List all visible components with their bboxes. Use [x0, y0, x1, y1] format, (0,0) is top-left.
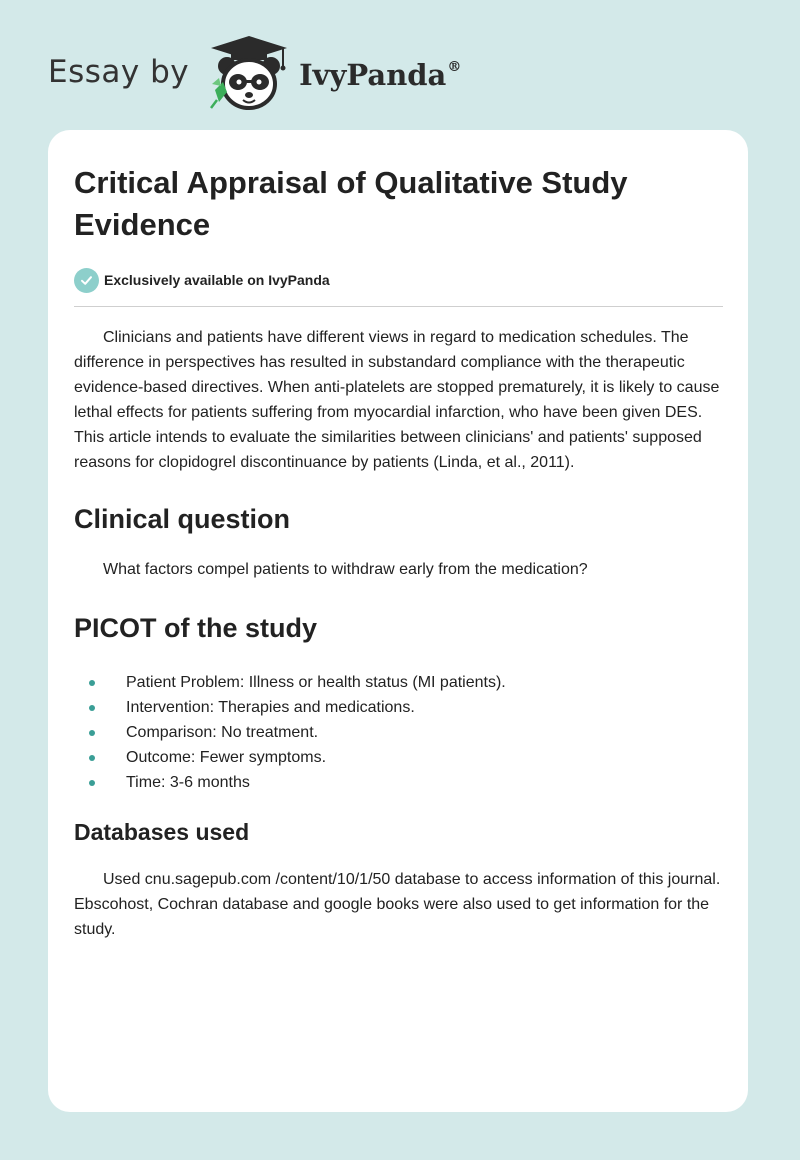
bullet-icon — [89, 680, 95, 686]
list-item: Intervention: Therapies and medications. — [74, 695, 724, 720]
registered-mark: ® — [447, 59, 462, 75]
bullet-icon — [89, 780, 95, 786]
list-item: Patient Problem: Illness or health status (MI patients). — [74, 670, 724, 695]
databases-paragraph: Used cnu.sagepub.com /content/10/1/50 database to access information of this journal. Ebscohost, Cochran database and google books were also used to get information for the study. — [74, 871, 721, 938]
article-title: Critical Appraisal of Qualitative Study Evidence — [74, 165, 628, 242]
site-header — [48, 32, 461, 112]
clinical-question-heading: Clinical question — [74, 504, 291, 534]
exclusive-label: Exclusively available on IvyPanda — [104, 272, 330, 288]
bullet-icon — [89, 730, 95, 736]
databases-heading: Databases used — [74, 819, 250, 845]
intro-paragraph: Clinicians and patients have different views in regard to medication schedules. The difference in perspectives has resulted in substandard compliance with the therapeutic evidence-based directives. When anti-platelets are stopped prematurely, it is likely to cause lethal effects for patients suffering from myocardial infarction, who have been given DES. This article intends to evaluate the similarities between clinicians' and patients' supposed reasons for clopidogrel discontinuance by patients (Linda, et al., 2011). — [74, 329, 720, 471]
check-icon — [74, 268, 99, 293]
picot-heading: PICOT of the study — [74, 613, 317, 643]
essay-by-label: Essay by — [48, 54, 190, 90]
list-item: Comparison: No treatment. — [74, 720, 724, 745]
clinical-question-paragraph: What factors compel patients to withdraw early from the medication? — [103, 561, 588, 578]
brand-name[interactable]: IvyPanda® — [299, 58, 462, 92]
panda-graduate-logo-icon[interactable] — [203, 32, 299, 112]
article-content — [74, 162, 724, 942]
picot-list — [74, 670, 724, 795]
bullet-icon — [89, 705, 95, 711]
bullet-icon — [89, 755, 95, 761]
list-item: Time: 3-6 months — [74, 770, 724, 795]
divider — [74, 306, 723, 307]
exclusive-badge — [74, 266, 724, 294]
article-card — [48, 130, 748, 1112]
list-item: Outcome: Fewer symptoms. — [74, 745, 724, 770]
